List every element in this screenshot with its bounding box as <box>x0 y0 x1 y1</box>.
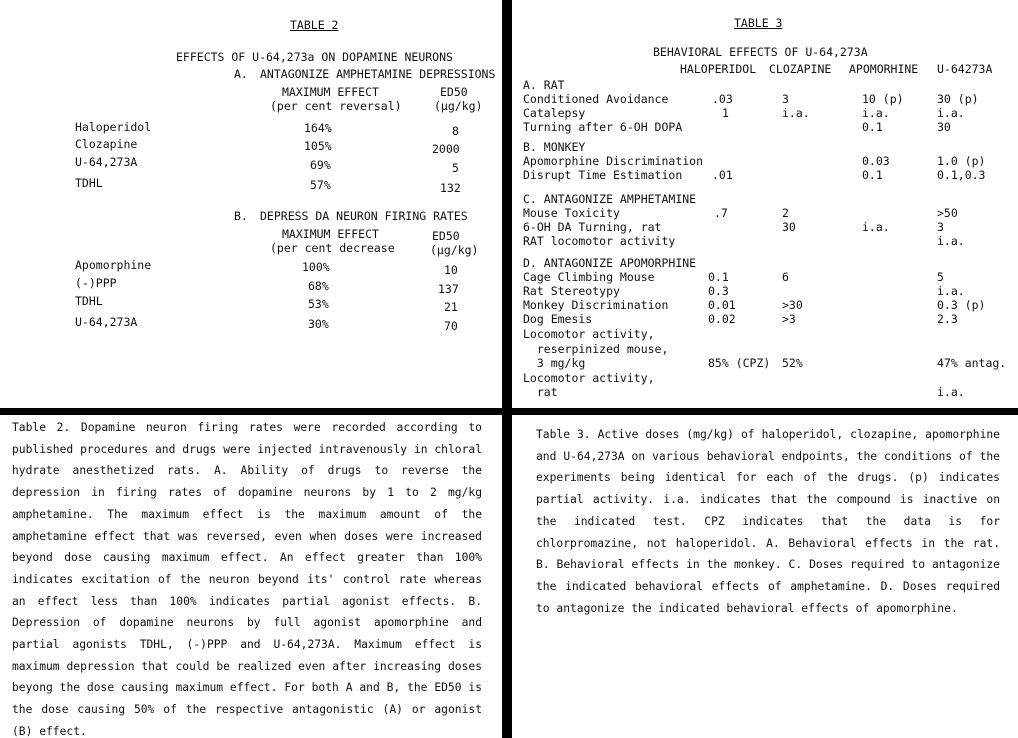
table-row: TDHL <box>75 294 103 308</box>
table-row-label: Apomorphine Discrimination <box>523 154 704 168</box>
table-cell: 10 (p) <box>862 92 904 106</box>
table-row-label: A. RAT <box>523 78 565 92</box>
section-a-col-max: MAXIMUM EFFECT <box>282 85 379 99</box>
table-cell: 0.1 <box>862 168 883 182</box>
table-cell: 70 <box>444 319 458 333</box>
section-b-title: DEPRESS DA NEURON FIRING RATES <box>260 209 468 223</box>
col-header-u64273a: U-64273A <box>937 62 993 76</box>
table-row-label: reserpinized mouse, <box>523 342 669 356</box>
table-row: U-64,273A <box>75 155 138 169</box>
table-cell: >50 <box>937 206 958 220</box>
table-cell: 69% <box>310 158 331 172</box>
table-row-label: C. ANTAGONIZE AMPHETAMINE <box>523 192 697 206</box>
table-cell: 105% <box>304 139 332 153</box>
table-cell: 30 <box>782 220 796 234</box>
table-cell: i.a. <box>937 234 965 248</box>
caption-3 <box>536 424 1000 619</box>
table-cell: 30 (p) <box>937 92 979 106</box>
table-cell: 10 <box>444 263 458 277</box>
table-cell: .03 <box>712 92 733 106</box>
table-cell: .7 <box>714 206 728 220</box>
caption-2-text: Table 2. Dopamine neuron firing rates were recorded according to published procedures and drugs were injected intravenously in chloral hydrate anesthetized rats. A. Ability of drugs to reverse the depression in firing rates of dopamine neurons by 1 to 2 mg/kg amphetamine. The maximum effect is the maximum amount of the amphetamine effect that was reversed, even when doses were increased beyond dose causing maximum effect. An effect greater than 100% indicates excitation of the neuron beyond its' control rate whereas an effect less than 100% indicates partial agonist effects. B. Depression of dopamine neurons by full agonist apomorphine and partial agonists TDHL, (-)PPP and U-64,273A. Maximum effect is maximum depression that could be realized even after increasing doses beyong the dose causing maximum effect. For both A and B, the ED50 is the dose causing 50% of the respective antagonistic (A) or agonist (B) effect. <box>12 421 482 738</box>
table-row-label: Catalepsy <box>523 106 586 120</box>
table-cell: 2000 <box>432 142 460 156</box>
table-row-label: Cage Climbing Mouse <box>523 270 655 284</box>
table-row: Haloperidol <box>75 120 152 134</box>
table-cell: i.a. <box>862 106 890 120</box>
table-cell: 30% <box>308 317 329 331</box>
table-row-label: D. ANTAGONIZE APOMORPHINE <box>523 256 697 270</box>
section-a-col-max-unit: (per cent reversal) <box>270 99 402 113</box>
table-row-label: Conditioned Avoidance <box>523 92 669 106</box>
table-cell: i.a. <box>937 284 965 298</box>
table-cell: 0.3 (p) <box>937 298 986 312</box>
table-row-label: 3 mg/kg <box>523 356 586 370</box>
table-row-label: Disrupt Time Estimation <box>523 168 683 182</box>
table-cell: 3 <box>937 220 944 234</box>
table-row: U-64,273A <box>75 315 138 329</box>
caption-3-panel <box>512 415 1018 738</box>
table-cell: i.a. <box>782 106 810 120</box>
table-cell: 0.1 <box>862 120 883 134</box>
table-2-title: TABLE 2 <box>290 18 339 32</box>
section-a-col-ed50: ED50 <box>440 85 468 99</box>
table-cell: 132 <box>440 181 461 195</box>
caption-2 <box>12 417 482 738</box>
col-header-haloperidol: HALOPERIDOL <box>680 62 757 76</box>
table-cell: 30 <box>937 120 951 134</box>
table-row: (-)PPP <box>75 276 117 290</box>
table-row-label: Dog Emesis <box>523 312 593 326</box>
table-cell: i.a. <box>937 106 965 120</box>
table-cell: 52% <box>782 356 803 370</box>
table-cell: 1.0 (p) <box>937 154 986 168</box>
section-a-col-ed50-unit: (µg/kg) <box>434 99 483 113</box>
table-cell: >30 <box>782 298 803 312</box>
table-row-label: Locomotor activity, <box>523 371 655 385</box>
section-b-col-max: MAXIMUM EFFECT <box>282 227 379 241</box>
table-2-panel <box>0 0 502 408</box>
table-row-label: Locomotor activity, <box>523 327 655 341</box>
table-cell: 47% antag. <box>937 356 1007 370</box>
section-a-title: ANTAGONIZE AMPHETAMINE DEPRESSIONS <box>260 67 496 81</box>
col-header-apomorphine: APOMORHINE <box>849 62 919 76</box>
table-cell: 0.1 <box>708 270 729 284</box>
table-cell: 0.1,0.3 <box>937 168 986 182</box>
col-header-clozapine: CLOZAPINE <box>769 62 832 76</box>
table-row-label: rat <box>523 385 558 399</box>
table-row-label: RAT locomotor activity <box>523 234 676 248</box>
table-cell: 137 <box>438 282 459 296</box>
table-cell: 6 <box>782 270 789 284</box>
table-cell: i.a. <box>862 220 890 234</box>
table-cell: 0.3 <box>708 284 729 298</box>
table-cell: 3 <box>782 92 789 106</box>
table-row: Clozapine <box>75 137 138 151</box>
section-b-col-ed50: ED50 <box>432 229 460 243</box>
table-cell: 21 <box>444 300 458 314</box>
table-cell: 1 <box>722 106 729 120</box>
table-cell: 2 <box>782 206 789 220</box>
table-cell: .01 <box>712 168 733 182</box>
table-row-label: Rat Stereotypy <box>523 284 620 298</box>
table-2-heading: EFFECTS OF U-64,273a ON DOPAMINE NEURONS <box>176 50 453 64</box>
table-row-label: Mouse Toxicity <box>523 206 620 220</box>
section-b-label: B. <box>234 209 248 223</box>
table-cell: >3 <box>782 312 796 326</box>
table-cell: 5 <box>937 270 944 284</box>
table-cell: 0.01 <box>708 298 736 312</box>
table-row: Apomorphine <box>75 258 152 272</box>
caption-2-panel <box>0 415 502 738</box>
table-cell: 164% <box>304 121 332 135</box>
table-cell: 8 <box>452 124 459 138</box>
table-cell: 85% (CPZ) <box>708 356 771 370</box>
table-cell: 0.03 <box>862 154 890 168</box>
table-row-label: B. MONKEY <box>523 140 586 154</box>
table-3-panel <box>512 0 1018 408</box>
table-cell: 0.02 <box>708 312 736 326</box>
table-row-label: 6-OH DA Turning, rat <box>523 220 662 234</box>
section-a-label: A. <box>234 67 248 81</box>
table-row-label: Turning after 6-OH DOPA <box>523 120 683 134</box>
table-3-title: TABLE 3 <box>734 16 783 30</box>
table-cell: 57% <box>310 178 331 192</box>
table-row-label: Monkey Discrimination <box>523 298 669 312</box>
table-cell: 2.3 <box>937 312 958 326</box>
table-cell: 68% <box>308 279 329 293</box>
table-cell: 100% <box>302 260 330 274</box>
table-cell: 5 <box>452 161 459 175</box>
table-3-heading: BEHAVIORAL EFFECTS OF U-64,273A <box>653 45 868 59</box>
caption-3-text: Table 3. Active doses (mg/kg) of haloperidol, clozapine, apomorphine and U-64,273A on various behavioral endpoints, the conditions of the experiments being identical for each of the drugs. (p) indicates partial activity. i.a. indicates that the compound is inactive on the indicated test. CPZ indicates that the data is for chlorpromazine, not haloperidol. A. Behavioral effects in the rat. B. Behavioral effects in the monkey. C. Doses required to antagonize the indicated behavioral effects of amphetamine. D. Doses required to antagonize the indicated behavioral effects of apomorphine. <box>536 428 1000 615</box>
section-b-col-max-unit: (per cent decrease <box>270 241 395 255</box>
section-b-col-ed50-unit: (µg/kg) <box>430 243 479 257</box>
table-cell: i.a. <box>937 385 965 399</box>
table-row: TDHL <box>75 176 103 190</box>
table-cell: 53% <box>308 297 329 311</box>
